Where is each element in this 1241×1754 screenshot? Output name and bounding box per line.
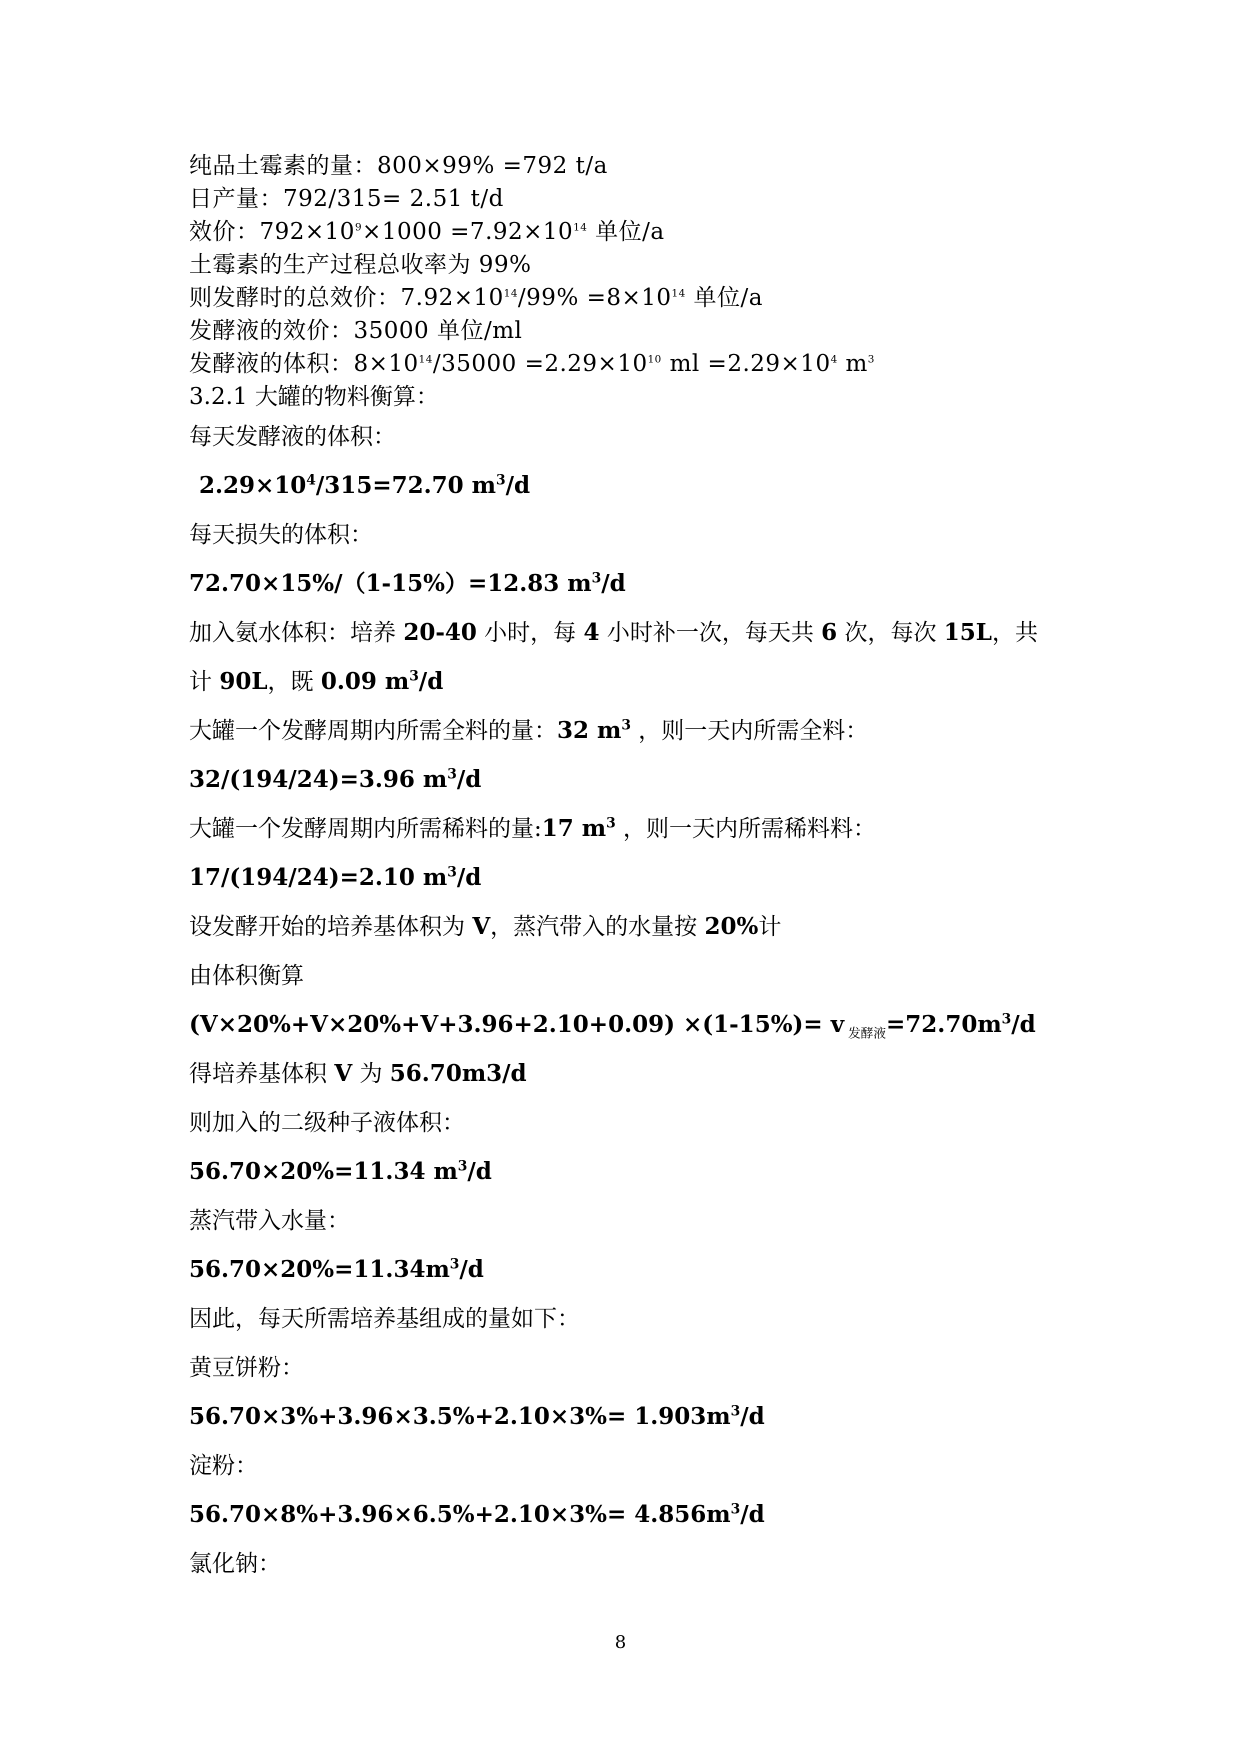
formula-line: (V×20%+V×20%+V+3.96+2.10+0.09) ×(1-15%)= v $_{发酵液}=72.70m^3/d$ (189, 1011, 1036, 1041)
section-heading: 3.2.1 大罐的物料衡算： (189, 384, 439, 410)
formula-line: $2.29\times 10^4/315=72.70$ $m^3/d$ (199, 472, 531, 499)
formula-line: 56.70×20%=11.34 $m^3/d$ (189, 1158, 492, 1185)
text-line: 纯品土霉素的量：800×99% =792 t/a (189, 153, 608, 179)
text-line: 每天发酵液的体积： (189, 424, 396, 450)
page-number: 8 (614, 1632, 627, 1653)
text-line: 得培养基体积 V 为 56.70m3/d (189, 1060, 527, 1087)
text-line: 计 90L，既 0.09 $m^3/d$ (189, 668, 444, 695)
text-line: 则发酵时的总效价：$7.92\times 10^{14}/99\% =8\times 10^{14}$ 单位/a (189, 285, 763, 311)
text-line: 发酵液的体积：$8\times 10^{14}/35000 =2.29\times 10^{10}$ ml $=2.29\times 10^4$ $m^3$ (189, 351, 875, 377)
text-line: 设发酵开始的培养基体积为 V，蒸汽带入的水量按 20%计 (189, 913, 782, 940)
text-line: 则加入的二级种子液体积： (189, 1110, 465, 1136)
text-line: 效价：$792\times 10^9\times 1000 =7.92\times 10^{14}$ 单位/a (189, 219, 665, 245)
text-line: 蒸汽带入水量： (189, 1208, 350, 1234)
text-line: 黄豆饼粉： (189, 1355, 304, 1381)
formula-line: $56.70\times 3\%+3.96\times 3.5\%+2.10\times 3\%= 1.903m^3/d$ (189, 1403, 765, 1430)
text-line: 大罐一个发酵周期内所需全料的量：32 $m^3$ ，则一天内所需全料： (189, 717, 869, 744)
text-line: 加入氨水体积：培养 20-40 小时，每 4 小时补一次，每天共 6 次，每次 15L，共 (189, 619, 1038, 646)
formula-line: 72.70×15%/（1-15%）=12.83 $m^3/d$ (189, 570, 626, 597)
text-line: 发酵液的效价：35000 单位/ml (189, 318, 523, 344)
text-line: 大罐一个发酵周期内所需稀料的量:17 $m^3$ ，则一天内所需稀料料： (189, 815, 877, 842)
formula-line: 32/(194/24)=3.96 $m^3/d$ (189, 766, 482, 793)
text-line: 氯化钠： (189, 1551, 281, 1577)
text-line: 土霉素的生产过程总收率为 99% (189, 252, 532, 278)
text-line: 每天损失的体积： (189, 522, 373, 548)
formula-line: 17/(194/24)=2.10 $m^3/d$ (189, 864, 482, 891)
formula-line: $56.70\times 20\%=11.34m^3/d$ (189, 1256, 484, 1283)
formula-line: $56.70\times 8\%+3.96\times 6.5\%+2.10\times 3\%= 4.856m^3/d$ (189, 1501, 765, 1528)
text-line: 日产量：792/315= 2.51 t/d (189, 186, 504, 212)
text-line: 因此，每天所需培养基组成的量如下： (189, 1306, 580, 1332)
text-line: 由体积衡算 (189, 963, 304, 989)
text-line: 淀粉： (189, 1453, 258, 1479)
